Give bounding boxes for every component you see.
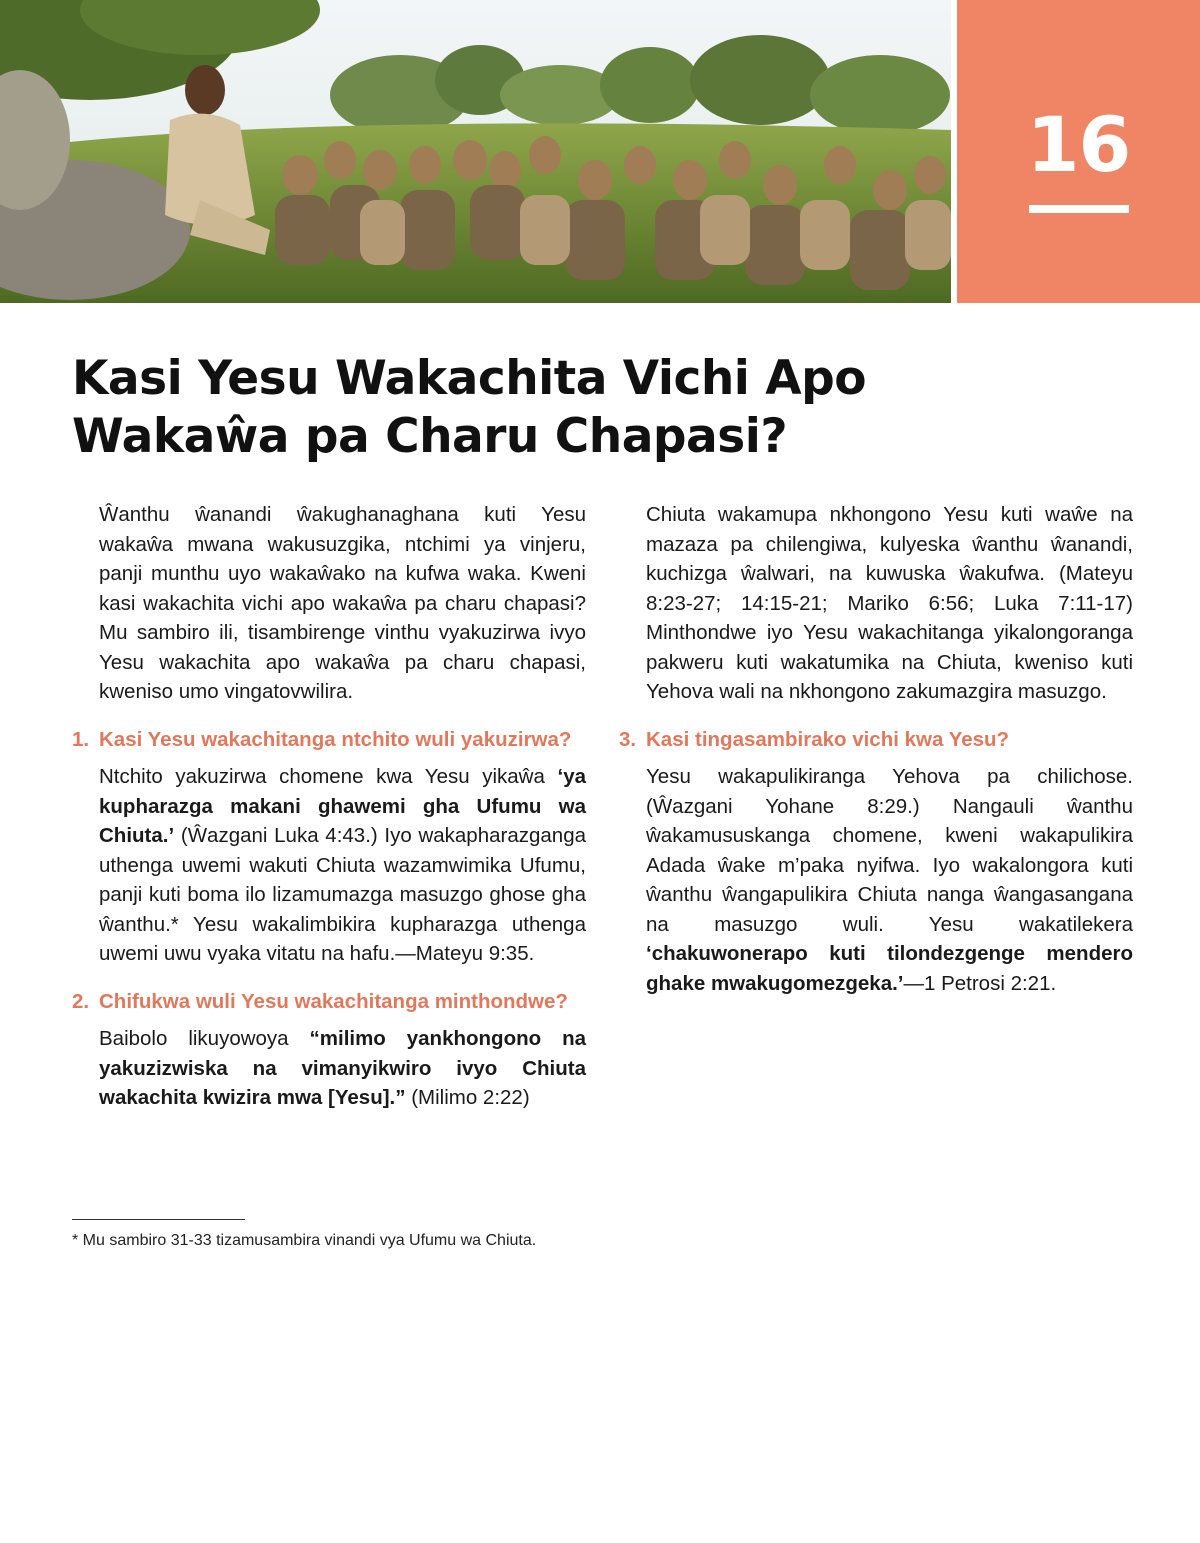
lesson-number: 16 xyxy=(1026,100,1131,189)
footnote-divider xyxy=(72,1219,245,1220)
section-3-text-bold: ‘chakuwonerapo kuti tilondezgenge mendero ghake mwakugomezgeka.’ xyxy=(646,942,1133,995)
section-2-text-bold: “milimo yankhongono na yakuzizwiska na vimanyikwiro ivyo Chiuta wakachita kwizira mwa [Yesu].” xyxy=(99,1027,586,1109)
section-3-question xyxy=(619,725,1133,755)
page-title xyxy=(72,350,872,466)
section-3-paragraph xyxy=(646,762,1133,998)
section-1-number: 1. xyxy=(72,727,90,751)
section-2-number: 2. xyxy=(72,989,90,1013)
lesson-number-box xyxy=(957,0,1200,303)
section-1-question-text: Kasi Yesu wakachitanga ntchito wuli yakuzirwa? xyxy=(99,727,572,751)
section-2-question xyxy=(72,987,586,1017)
section-2-paragraph-start xyxy=(99,1024,586,1113)
title-line-1: Kasi Yesu Wakachita Vichi Apo xyxy=(72,351,867,406)
section-2-ref: (Milimo 2:22) xyxy=(405,1086,530,1109)
section-1-question xyxy=(72,725,586,755)
intro-paragraph: Ŵanthu ŵanandi ŵakughanaghana kuti Yesu wakaŵa mwana wakusuzgika, ntchimi ya vinjeru, panji munthu uyo wakaŵako na kufwa waka. Kweni kasi wakachita vichi apo wakaŵa pa charu chapasi? Mu sambiro ili, tisambirenge vinthu vyakuzirwa ivyo Yesu wakachita apo wakaŵa pa charu chapasi, kweniso umo vingatovwilira. xyxy=(99,503,586,703)
footnote: * Mu sambiro 31-33 tizamusambira vinandi vya Ufumu wa Chiuta. xyxy=(72,1232,537,1249)
left-column xyxy=(72,500,586,1127)
section-1-text-b: (Ŵazgani Luka 4:43.) Iyo wakapharazganga uthenga uwemi wakuti Chiuta wazamwimika Ufumu, panji kuti boma ilo lizamumazga masuzgo ghose gha ŵanthu.* Yesu wakalimbikira kupharazga uthenga uwemi uwu vyaka vitatu na hafu.—Mateyu 9:35. xyxy=(99,824,586,965)
section-1-paragraph xyxy=(99,762,586,969)
hero-illustration xyxy=(0,0,951,303)
section-3-text-a: Yesu wakapulikiranga Yehova pa chilichose. (Ŵazgani Yohane 8:29.) Nangauli ŵanthu ŵakamususkanga chomene, kweni wakapulikira Adada ŵake m’paka nyifwa. Iyo wakalongora kuti ŵanthu ŵangapulikira Chiuta nanga ŵangasangana na masuzgo wuli. Yesu wakatilekera xyxy=(646,765,1133,936)
section-3-number: 3. xyxy=(619,727,637,751)
hero-image xyxy=(0,0,951,303)
section-3-question-text: Kasi tingasambirako vichi kwa Yesu? xyxy=(646,727,1010,751)
section-1-text-a: Ntchito yakuzirwa chomene kwa Yesu yikaŵa xyxy=(99,765,558,788)
title-line-2: Wakaŵa pa Charu Chapasi? xyxy=(72,409,788,464)
section-2-paragraph-cont: Chiuta wakamupa nkhongono Yesu kuti waŵe na mazaza pa chilengiwa, kulyeska ŵanthu ŵanandi, kuchizga ŵalwari, na kuwuska ŵakufwa. (Mateyu 8:23-27; 14:15-21; Mariko 6:56; Luka 7:11-17) Minthondwe iyo Yesu wakachitanga yikalongoranga pakweru kuti wakatumika na Chiuta, kweniso kuti Yehova wali na nkhongono zakumazgira masuzgo. xyxy=(646,503,1133,703)
section-2-text-a: Baibolo likuyowoya xyxy=(99,1027,310,1050)
section-1-text-bold: ‘ya kupharazga makani ghawemi gha Ufumu wa Chiuta.’ xyxy=(99,765,586,847)
right-column xyxy=(619,500,1133,1012)
section-3-text-b: —1 Petrosi 2:21. xyxy=(903,971,1057,995)
section-2-question-text: Chifukwa wuli Yesu wakachitanga minthondwe? xyxy=(99,989,568,1013)
lesson-number-underline xyxy=(1029,205,1129,213)
